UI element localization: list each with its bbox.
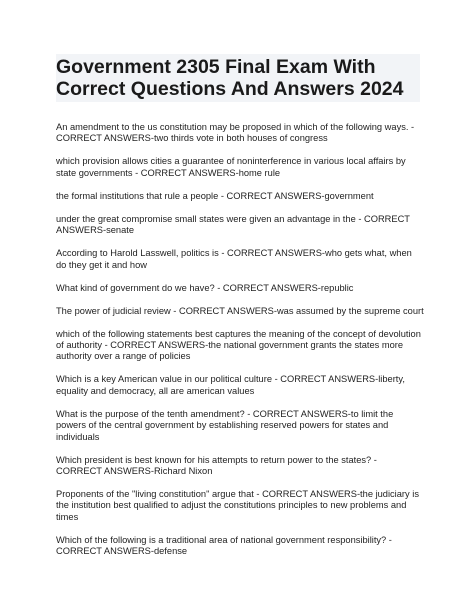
question-answer-item: Which of the following is a traditional area of national government responsibility? - CORRECT ANSWERS-defense	[56, 534, 392, 557]
page-title-line-1: Government 2305 Final Exam With	[56, 56, 376, 78]
question-answer-item: the formal institutions that rule a people - CORRECT ANSWERS-government	[56, 190, 374, 201]
question-answer-item: which provision allows cities a guarantee of noninterference in various local affairs by state governments - CORRECT ANSWERS-home rule	[56, 156, 406, 178]
page-title	[56, 56, 416, 100]
question-answer-item: which of the following statements best captures the meaning of the concept of devolution of authority - CORRECT ANSWERS-the national government grants the states more authority over a range of policies	[56, 328, 421, 362]
question-answer-item: The power of judicial review - CORRECT ANSWERS-was assumed by the supreme court	[56, 305, 424, 316]
question-answer-item: Which president is best known for his attempts to return power to the states? - CORRECT ANSWERS-Richard Nixon	[56, 454, 377, 477]
question-answer-item: Proponents of the "living constitution" argue that - CORRECT ANSWERS-the judiciary is the institution best qualified to adjust the constitutions principles to new problems and times	[56, 489, 419, 522]
title-block	[56, 54, 420, 102]
question-answer-item: under the great compromise small states were given an advantage in the - CORRECT ANSWERS-senate	[56, 213, 410, 236]
question-answer-item: An amendment to the us constitution may be proposed in which of the following ways. - CORRECT ANSWERS-two thirds vote in both houses of congress	[56, 122, 415, 144]
question-answer-item: According to Harold Lasswell, politics is - CORRECT ANSWERS-who gets what, when do they get it and how	[56, 248, 412, 270]
page-title-line-2: Correct Questions And Answers 2024	[56, 78, 404, 100]
question-answer-item: What kind of government do we have? - CORRECT ANSWERS-republic	[56, 282, 354, 293]
question-answer-item: Which is a key American value in our political culture - CORRECT ANSWERS-liberty, equality and democracy, all are american values	[56, 374, 405, 396]
question-answer-list	[56, 122, 424, 558]
question-answer-item: What is the purpose of the tenth amendment? - CORRECT ANSWERS-to limit the powers of the central government by establishing reserved powers for states and individuals	[56, 408, 394, 442]
